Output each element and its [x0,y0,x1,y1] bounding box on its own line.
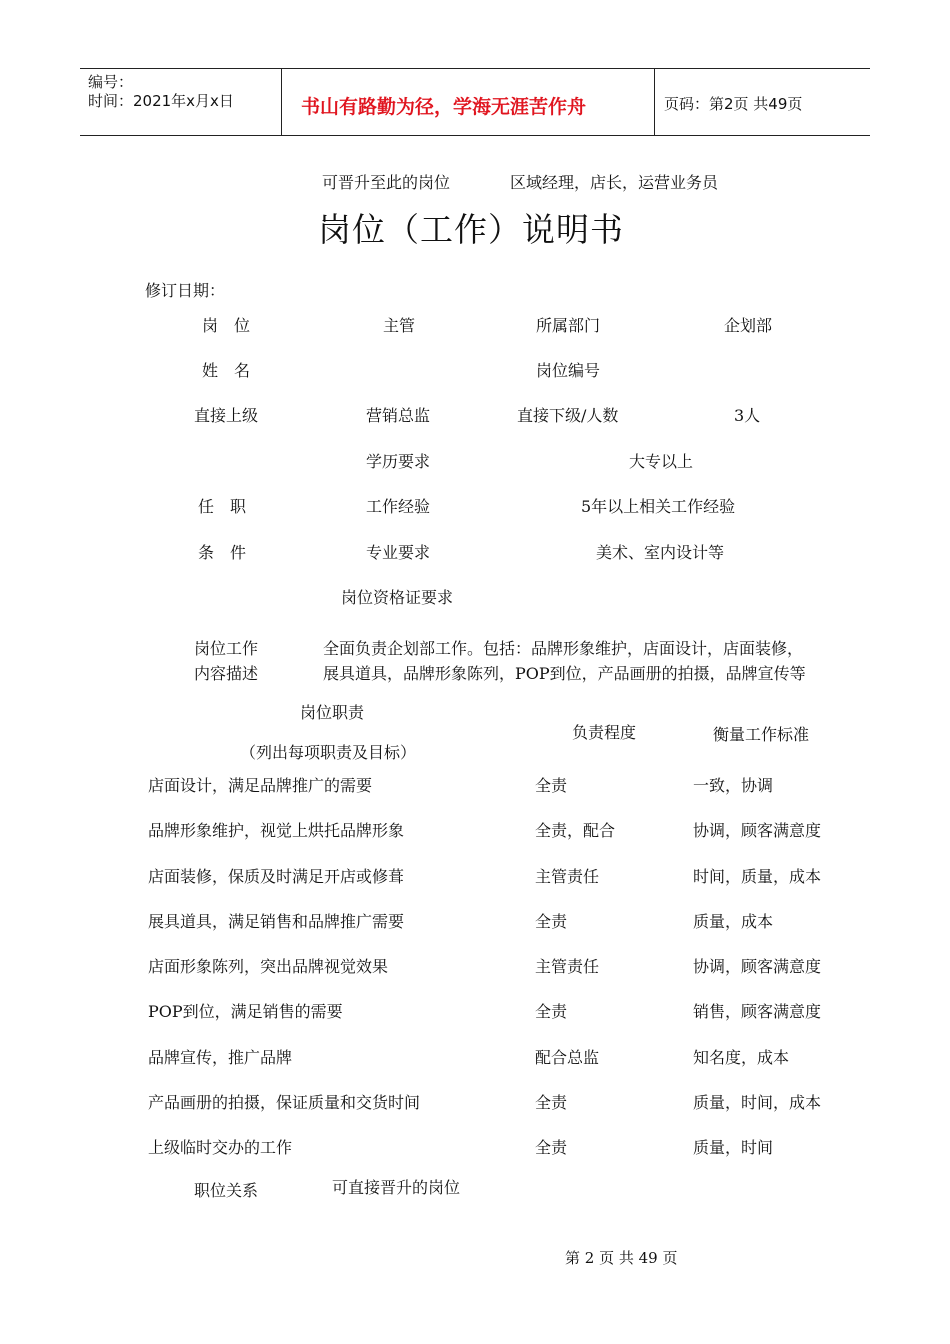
work-desc-label: 岗位工作 [194,639,259,658]
degree-cell: 全责 [535,1002,568,1021]
degree-cell: 全责 [535,1138,568,1157]
requirement-label: 岗位资格证要求 [341,588,454,607]
requirements-group-label: 条 件 [198,543,247,562]
post-label: 岗 位 [202,316,251,335]
requirement-label: 学历要求 [366,452,431,471]
standard-cell: 协调，顾客满意度 [693,821,822,840]
standard-cell: 质量，时间，成本 [693,1093,822,1112]
degree-cell: 全责 [535,912,568,931]
header-slogan: 书山有路勤为径，学海无涯苦作舟 [301,96,587,118]
dept-label: 所属部门 [536,316,601,335]
promotion-value: 区域经理，店长，运营业务员 [510,173,719,192]
relations-value: 可直接晋升的岗位 [332,1178,461,1197]
standard-cell: 一致，协调 [693,776,774,795]
relations-label: 职位关系 [194,1181,259,1200]
header-serial-label: 编号： [88,73,134,91]
col-duty-header: 岗位职责 [300,703,365,722]
header-page-code: 页码：第2页 共49页 [664,95,803,113]
requirement-label: 工作经验 [366,497,431,516]
superior-value: 营销总监 [366,406,431,425]
degree-cell: 主管责任 [535,957,600,976]
work-desc-label: 内容描述 [194,664,259,683]
duty-cell: 品牌宣传，推广品牌 [148,1048,293,1067]
duty-cell: 展具道具，满足销售和品牌推广需要 [148,912,405,931]
header-top-rule [80,68,870,69]
standard-cell: 知名度，成本 [693,1048,790,1067]
degree-cell: 配合总监 [535,1048,600,1067]
duty-cell: 品牌形象维护，视觉上烘托品牌形象 [148,821,405,840]
standard-cell: 销售，顾客满意度 [693,1002,822,1021]
requirement-value: 5年以上相关工作经验 [581,497,736,516]
requirements-group-label: 任 职 [198,497,247,516]
standard-cell: 协调，顾客满意度 [693,957,822,976]
duty-cell: 店面设计，满足品牌推广的需要 [148,776,373,795]
name-label: 姓 名 [202,361,251,380]
page-footer: 第 2 页 共 49 页 [565,1249,678,1267]
header-bottom-rule [80,135,870,136]
header-divider-right [654,68,655,136]
col-standard-header: 衡量工作标准 [713,725,810,744]
revision-date-label: 修订日期： [145,281,226,300]
standard-cell: 时间，质量，成本 [693,867,822,886]
post-no-label: 岗位编号 [536,361,601,380]
col-degree-header: 负责程度 [572,723,637,742]
requirement-value: 大专以上 [629,452,694,471]
promotion-label: 可晋升至此的岗位 [322,173,451,192]
duty-cell: 店面形象陈列，突出品牌视觉效果 [148,957,389,976]
page-title: 岗位（工作）说明书 [318,210,624,249]
duty-cell: 产品画册的拍摄，保证质量和交货时间 [148,1093,421,1112]
duty-cell: POP到位，满足销售的需要 [148,1002,343,1021]
work-desc-text: 展具道具，品牌形象陈列，POP到位，产品画册的拍摄，品牌宣传等 [323,664,806,683]
post-value: 主管 [383,316,416,335]
header-time-label: 时间：2021年x月x日 [88,92,234,110]
subordinate-value: 3人 [734,406,761,425]
requirement-label: 专业要求 [366,543,431,562]
col-duty-subheader: （列出每项职责及目标） [240,743,417,762]
degree-cell: 全责 [535,776,568,795]
header-divider-left [281,68,282,136]
standard-cell: 质量，时间 [693,1138,774,1157]
degree-cell: 全责 [535,1093,568,1112]
duty-cell: 店面装修，保质及时满足开店或修葺 [148,867,405,886]
standard-cell: 质量，成本 [693,912,774,931]
subordinate-label: 直接下级/人数 [517,406,619,425]
superior-label: 直接上级 [194,406,259,425]
duty-cell: 上级临时交办的工作 [148,1138,293,1157]
work-desc-text: 全面负责企划部工作。包括：品牌形象维护，店面设计，店面装修， [323,639,804,658]
degree-cell: 主管责任 [535,867,600,886]
requirement-value: 美术、室内设计等 [596,543,725,562]
dept-value: 企划部 [724,316,773,335]
degree-cell: 全责，配合 [535,821,616,840]
